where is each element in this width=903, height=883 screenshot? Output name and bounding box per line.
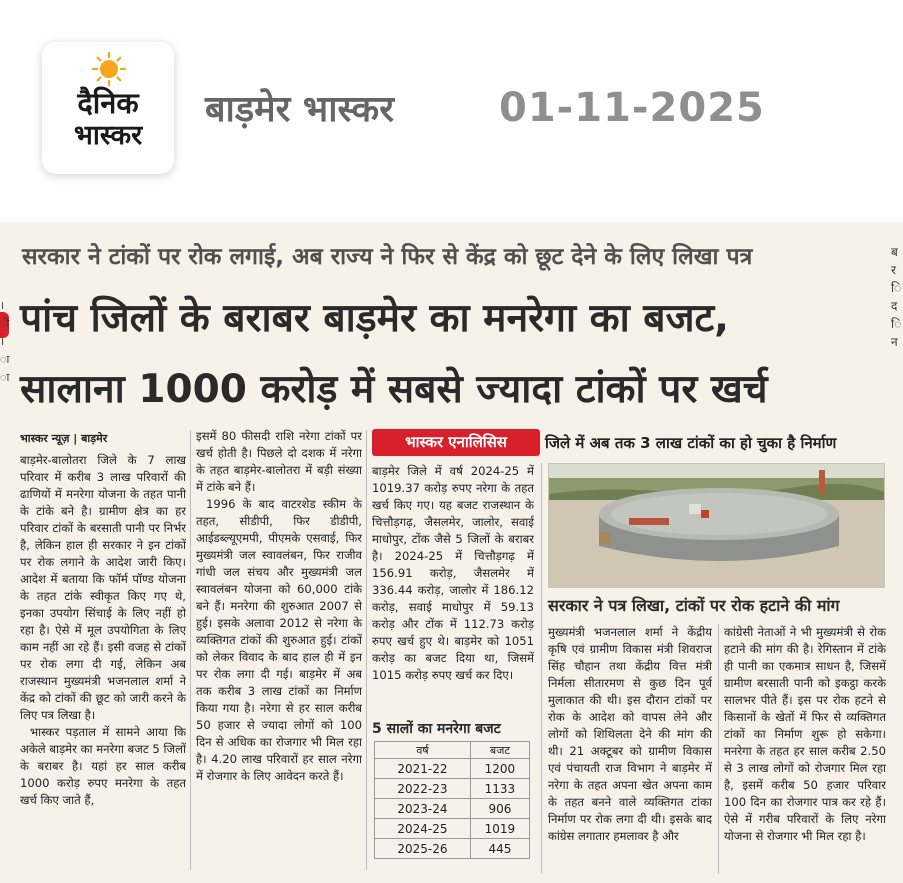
table-row [375, 759, 530, 779]
subheadline: सरकार ने टांकों पर रोक लगाई, अब राज्य ने फिर से केंद्र को छूट देने के लिए लिखा पत्र [22, 244, 753, 270]
column-divider [718, 624, 719, 874]
article-column-4 [548, 624, 712, 874]
right-edge-fragment: ब र ि द ि न [891, 245, 902, 349]
column-header: बजट [470, 742, 529, 759]
tank-illustration [549, 464, 884, 587]
logo-text-line2: भास्कर [73, 120, 143, 151]
paragraph: बाड़मेर-बालोतरा जिले के 7 लाख परिवार में करीब 3 लाख परिवारों की ढाणियों में मनरेगा योजना के तहत पानी के टांके बने है। ग्रामीण क्षेत्र का हर परिवार टांकों के बरसाती पानी पर निर्भर है, लेकिन हाल ही सरकार ने इन टांकों पर रोक लगाने के आदेश जारी किए। आदेश में बताया कि फॉर्म पॉण्ड योजना के तहत टांके स्वीकृत किए गए थे, इनका उपयोग सिंचाई के लिए नहीं हो रहा है। ऐसे में मूल उपयोगिता के लिए काम नहीं आ रहे हैं। इसी वजह से टांकों पर रोक लगा दी गई, लेकिन अब राजस्थान मुख्यमंत्री भजनलाल शर्मा ने केंद्र को टांकों की छूट को जारी करने के लिए पत्र लिखा है। [20, 453, 186, 722]
paragraph: मुख्यमंत्री भजनलाल शर्मा ने केंद्रीय कृषि एवं ग्रामीण विकास मंत्री शिवराज सिंह चौहान तथा केंद्रीय वित्त मंत्री निर्मला सीतारमण से कुछ दिन पूर्व मुलाकात की थी। इस दौरान टांकों पर रोक के आदेश को वापस लेने और लोगों को शिथिलता देने की मांग की थी। 21 अक्टूबर को ग्रामीण विकास एवं पंचायती राज विभाग ने बाड़मेर में नरेगा के तहत अपना खेत अपना काम के तहत बनने वाले व्यक्तिगत टांका निर्माण पर रोक लगा दी थी। इसके बाद कांग्रेस लगातार हमलावर है और [548, 625, 712, 843]
paragraph: 1996 के बाद वाटरशेड स्कीम के तहत, सीडीपी, फिर डीडीपी, आईडब्ल्यूएमपी, पीएमके एसवाई, फिर मुख्यमंत्री जल स्वावलंबन, फिर राजीव गांधी जल संचय और मुख्यमंत्री जल स्वावलंबन योजना को 60,000 टांके बने हैं। मनरेगा की शुरुआत 2007 से हुई। इसके अलावा 2012 से नरेगा के व्यक्तिगत टांकों की शुरुआत हुई। टांकों को लेकर विवाद के बाद हाल ही में इन पर रोक लगा दी गई। बाड़मेर में अब तक करीब 3 लाख टांकों का निर्माण किया गया है। नरेगा से हर साल करीब 50 हजार से ज्यादा लोगों को 100 दिन से अधिक का रोजगार भी मिल रहा है। 4.20 लाख परिवारों हर साल नरेगा में रोजगार के लिए आवेदन करते हैं। [196, 497, 362, 783]
paragraph: इसमें 80 फीसदी राशि नरेगा टांकों पर खर्च होती है। पिछले दो दशक में नरेगा के तहत बाड़मेर-बालोतरा में बड़ी संख्या में टांके बने हैं। [196, 429, 362, 494]
table-cell: 2025-26 [375, 839, 471, 859]
table-cell: 1133 [470, 779, 529, 799]
paragraph: बाड़मेर जिले में वर्ष 2024-25 में 1019.37 करोड़ रुपए नरेगा के तहत खर्च किए गए। यह बजट राजस्थान के चित्तौड़गढ़, जैसलमेर, जालोर, सवाई माधोपुर, टोंक जैसे 5 जिलों के बराबर है। 2024-25 में चित्तौड़गढ़ में 156.91 करोड़, जैसलमेर में 336.44 करोड़, जालोर में 186.12 करोड़, सवाई माधोपुर में 59.13 करोड़ और टोंक में 112.73 करोड़ रुपए खर्च हुए थे। बाड़मेर को 1051 करोड़ का बजट दिया था, जिसमें 1015 करोड़ रुपए खर्च कर दिए। [372, 464, 534, 682]
table-row [375, 799, 530, 819]
logo-text-line1: दैनिक [77, 86, 139, 120]
sun-icon [92, 52, 126, 86]
left-edge-fragment: । ी । ा ा [0, 299, 10, 384]
analysis-caption: जिले में अब तक 3 लाख टांकों का हो चुका है निर्माण [545, 434, 837, 452]
table-cell: 2024-25 [375, 819, 471, 839]
article-column-1 [20, 430, 186, 870]
water-tank-photo [548, 463, 885, 588]
budget-table [374, 741, 530, 859]
byline: भास्कर न्यूज़ | बाड़मेर [20, 432, 108, 445]
article-column-2 [196, 428, 362, 870]
table-cell: 906 [470, 799, 529, 819]
column-divider [190, 430, 191, 870]
table-header-row [375, 742, 530, 759]
edition-title: बाड़मेर भास्कर [205, 89, 394, 130]
table-cell: 2021-22 [375, 759, 471, 779]
table-row [375, 779, 530, 799]
budget-table-title: 5 सालों का मनरेगा बजट [372, 721, 501, 737]
column-divider [541, 463, 542, 873]
edition-date: 01-11-2025 [499, 85, 765, 131]
headline-line1: पांच जिलों के बराबर बाड़मेर का मनरेगा का बजट, [20, 296, 729, 341]
paragraph: कांग्रेसी नेताओं ने भी मुख्यमंत्री से रोक हटाने की मांग की है। रेगिस्तान में टांके ही पानी का एकमात्र साधन है, जिसमें ग्रामीण बरसाती पानी को इकट्ठा करके सालभर पीते हैं। इस पर रोक हटने से किसानों के खेतों में फिर से व्यक्तिगत टांकों का निर्माण शुरू हो सकेगा। मनरेगा के तहत हर साल करीब 2.50 से 3 लाख लोगों को रोजगार मिल रहा है, इसमें करीब 50 हजार परिवार 100 दिन का रोजगार पात्र कर रहे हैं। ऐसे में गरीब परिवारों के लिए नरेगा योजना से रोजगार भी मिल रहा है। [724, 625, 886, 843]
table-cell: 1200 [470, 759, 529, 779]
column-header: वर्ष [375, 742, 471, 759]
column-divider [366, 430, 367, 870]
table-cell: 2023-24 [375, 799, 471, 819]
section-heading: सरकार ने पत्र लिखा, टांकों पर रोक हटाने की मांग [548, 596, 840, 615]
table-cell: 1019 [470, 819, 529, 839]
paragraph: भास्कर पड़ताल में सामने आया कि अकेले बाड़मेर का मनरेगा बजट 5 जिलों के बराबर है। यहां हर साल करीब 1000 करोड़ रुपए मनरेगा के तहत खर्च किए जाते हैं, [20, 725, 186, 807]
headline-line2: सालाना 1000 करोड़ में सबसे ज्यादा टांकों पर खर्च [20, 367, 768, 412]
dainik-bhaskar-logo [42, 42, 174, 174]
table-row [375, 839, 530, 859]
table-row [375, 819, 530, 839]
article-column-5 [724, 624, 886, 874]
article-column-3 [372, 463, 534, 713]
table-cell: 2022-23 [375, 779, 471, 799]
analysis-tag: भास्कर एनालिसिस [372, 429, 540, 456]
table-cell: 445 [470, 839, 529, 859]
